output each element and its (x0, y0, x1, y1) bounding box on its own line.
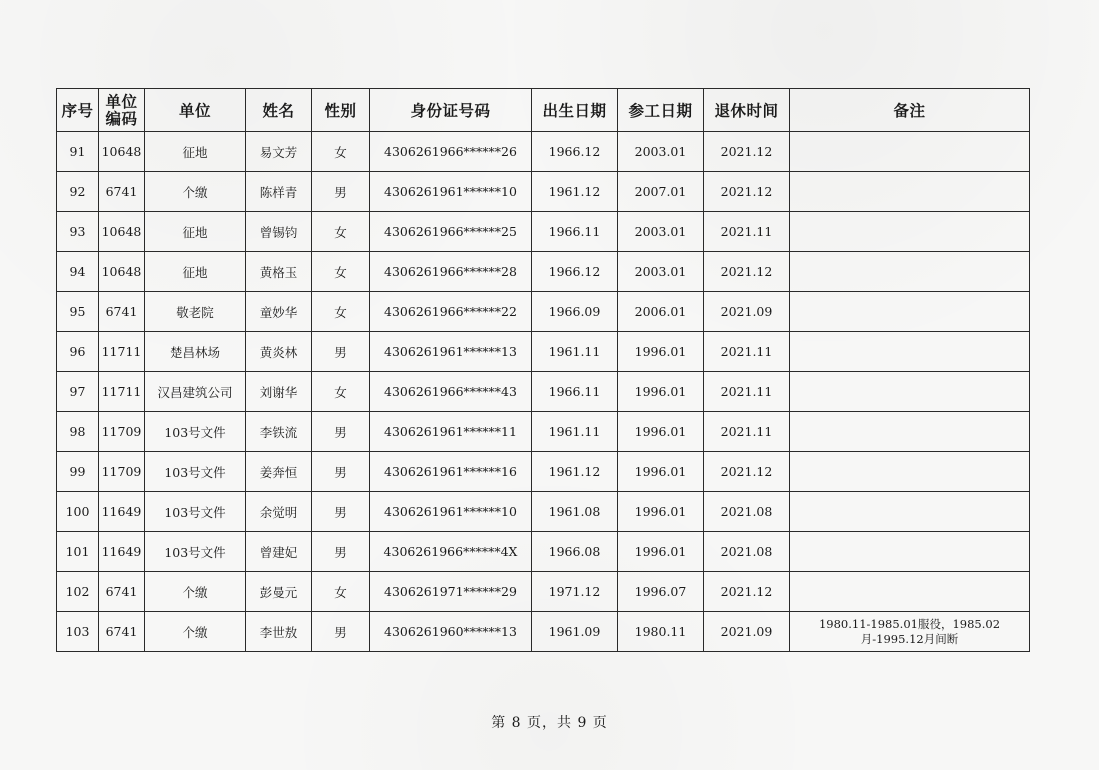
cell-unit: 103号文件 (145, 412, 246, 452)
cell-name: 童妙华 (246, 292, 312, 332)
cell-birth-date: 1961.08 (532, 492, 618, 532)
cell-retire-date: 2021.12 (704, 172, 790, 212)
cell-work-start-date: 2003.01 (618, 252, 704, 292)
table-row (57, 212, 1030, 252)
cell-unit: 103号文件 (145, 532, 246, 572)
cell-seq: 96 (57, 332, 99, 372)
cell-name: 黄炎林 (246, 332, 312, 372)
cell-unit-code: 11649 (99, 532, 145, 572)
cell-gender: 男 (312, 332, 370, 372)
table-row (57, 172, 1030, 212)
cell-name: 黄格玉 (246, 252, 312, 292)
table-row (57, 492, 1030, 532)
cell-retire-date: 2021.11 (704, 412, 790, 452)
header-retire-date: 退休时间 (704, 89, 790, 132)
table-row (57, 452, 1030, 492)
cell-gender: 女 (312, 252, 370, 292)
cell-birth-date: 1966.11 (532, 372, 618, 412)
cell-unit-code: 6741 (99, 572, 145, 612)
cell-name: 李世敖 (246, 612, 312, 652)
cell-unit: 敬老院 (145, 292, 246, 332)
table-body (57, 132, 1030, 652)
cell-name: 余觉明 (246, 492, 312, 532)
cell-seq: 100 (57, 492, 99, 532)
cell-remark (790, 492, 1030, 532)
cell-name: 李铁流 (246, 412, 312, 452)
cell-gender: 女 (312, 132, 370, 172)
cell-seq: 102 (57, 572, 99, 612)
cell-retire-date: 2021.08 (704, 492, 790, 532)
table-header-row (57, 89, 1030, 132)
cell-seq: 98 (57, 412, 99, 452)
cell-gender: 男 (312, 492, 370, 532)
cell-name: 陈样青 (246, 172, 312, 212)
cell-birth-date: 1966.08 (532, 532, 618, 572)
table-row (57, 332, 1030, 372)
cell-remark (790, 532, 1030, 572)
cell-birth-date: 1966.12 (532, 132, 618, 172)
cell-unit-code: 10648 (99, 212, 145, 252)
cell-unit: 个缴 (145, 172, 246, 212)
cell-birth-date: 1966.12 (532, 252, 618, 292)
header-work-start-date: 参工日期 (618, 89, 704, 132)
cell-id-number: 4306261966******43 (370, 372, 532, 412)
cell-work-start-date: 2003.01 (618, 132, 704, 172)
cell-work-start-date: 1996.01 (618, 452, 704, 492)
cell-retire-date: 2021.09 (704, 292, 790, 332)
cell-remark (790, 372, 1030, 412)
cell-retire-date: 2021.11 (704, 372, 790, 412)
cell-seq: 103 (57, 612, 99, 652)
header-unit-code: 单位编码 (99, 89, 145, 132)
cell-remark (790, 572, 1030, 612)
cell-work-start-date: 1996.01 (618, 532, 704, 572)
cell-unit: 汉昌建筑公司 (145, 372, 246, 412)
cell-gender: 男 (312, 612, 370, 652)
cell-retire-date: 2021.11 (704, 332, 790, 372)
cell-name: 姜奔恒 (246, 452, 312, 492)
cell-remark (790, 172, 1030, 212)
cell-name: 彭曼元 (246, 572, 312, 612)
cell-unit: 征地 (145, 252, 246, 292)
cell-seq: 94 (57, 252, 99, 292)
cell-unit-code: 11711 (99, 372, 145, 412)
cell-id-number: 4306261966******28 (370, 252, 532, 292)
page-number-footer: 第 8 页，共 9 页 (491, 715, 608, 731)
header-name: 姓名 (246, 89, 312, 132)
cell-retire-date: 2021.08 (704, 532, 790, 572)
cell-remark (790, 252, 1030, 292)
cell-work-start-date: 1996.01 (618, 492, 704, 532)
cell-unit-code: 11649 (99, 492, 145, 532)
cell-work-start-date: 1996.01 (618, 332, 704, 372)
cell-unit-code: 10648 (99, 132, 145, 172)
cell-remark (790, 412, 1030, 452)
cell-unit: 个缴 (145, 572, 246, 612)
cell-birth-date: 1961.11 (532, 412, 618, 452)
cell-birth-date: 1961.12 (532, 452, 618, 492)
cell-unit-code: 11711 (99, 332, 145, 372)
cell-retire-date: 2021.12 (704, 452, 790, 492)
cell-work-start-date: 2006.01 (618, 292, 704, 332)
cell-id-number: 4306261961******10 (370, 172, 532, 212)
cell-unit-code: 6741 (99, 292, 145, 332)
cell-birth-date: 1966.09 (532, 292, 618, 332)
cell-gender: 男 (312, 452, 370, 492)
cell-birth-date: 1961.11 (532, 332, 618, 372)
cell-birth-date: 1971.12 (532, 572, 618, 612)
cell-name: 易文芳 (246, 132, 312, 172)
cell-name: 曾锡钧 (246, 212, 312, 252)
cell-work-start-date: 1996.07 (618, 572, 704, 612)
cell-seq: 93 (57, 212, 99, 252)
cell-unit: 征地 (145, 212, 246, 252)
cell-gender: 男 (312, 532, 370, 572)
cell-remark (790, 332, 1030, 372)
cell-work-start-date: 1996.01 (618, 412, 704, 452)
cell-remark (790, 452, 1030, 492)
cell-id-number: 4306261961******13 (370, 332, 532, 372)
table-row (57, 612, 1030, 652)
table-row (57, 292, 1030, 332)
header-remark: 备注 (790, 89, 1030, 132)
table-row (57, 372, 1030, 412)
cell-id-number: 4306261961******16 (370, 452, 532, 492)
cell-remark (790, 212, 1030, 252)
table-row (57, 572, 1030, 612)
cell-seq: 92 (57, 172, 99, 212)
cell-gender: 男 (312, 172, 370, 212)
cell-gender: 女 (312, 572, 370, 612)
cell-id-number: 4306261960******13 (370, 612, 532, 652)
cell-work-start-date: 1996.01 (618, 372, 704, 412)
table-row (57, 532, 1030, 572)
cell-seq: 99 (57, 452, 99, 492)
cell-unit: 楚昌林场 (145, 332, 246, 372)
cell-remark (790, 292, 1030, 332)
cell-remark (790, 132, 1030, 172)
header-unit: 单位 (145, 89, 246, 132)
cell-work-start-date: 2003.01 (618, 212, 704, 252)
cell-remark: 1980.11-1985.01服役，1985.02月-1995.12月间断 (790, 612, 1030, 652)
cell-id-number: 4306261966******25 (370, 212, 532, 252)
cell-gender: 女 (312, 212, 370, 252)
cell-name: 曾建妃 (246, 532, 312, 572)
cell-unit-code: 10648 (99, 252, 145, 292)
cell-unit-code: 6741 (99, 172, 145, 212)
cell-birth-date: 1966.11 (532, 212, 618, 252)
cell-retire-date: 2021.12 (704, 132, 790, 172)
cell-birth-date: 1961.09 (532, 612, 618, 652)
cell-unit-code: 11709 (99, 452, 145, 492)
cell-id-number: 4306261961******10 (370, 492, 532, 532)
cell-unit: 个缴 (145, 612, 246, 652)
cell-birth-date: 1961.12 (532, 172, 618, 212)
cell-unit-code: 6741 (99, 612, 145, 652)
cell-gender: 男 (312, 412, 370, 452)
header-birth-date: 出生日期 (532, 89, 618, 132)
header-seq: 序号 (57, 89, 99, 132)
table-row (57, 412, 1030, 452)
cell-gender: 女 (312, 292, 370, 332)
cell-seq: 101 (57, 532, 99, 572)
table-row (57, 132, 1030, 172)
cell-id-number: 4306261961******11 (370, 412, 532, 452)
cell-id-number: 4306261966******26 (370, 132, 532, 172)
cell-gender: 女 (312, 372, 370, 412)
cell-retire-date: 2021.11 (704, 212, 790, 252)
cell-unit-code: 11709 (99, 412, 145, 452)
retiree-roster-table (56, 88, 1030, 652)
cell-work-start-date: 1980.11 (618, 612, 704, 652)
cell-seq: 95 (57, 292, 99, 332)
header-gender: 性别 (312, 89, 370, 132)
cell-retire-date: 2021.12 (704, 572, 790, 612)
cell-unit: 103号文件 (145, 452, 246, 492)
cell-retire-date: 2021.09 (704, 612, 790, 652)
cell-id-number: 4306261971******29 (370, 572, 532, 612)
cell-unit: 103号文件 (145, 492, 246, 532)
cell-id-number: 4306261966******22 (370, 292, 532, 332)
cell-name: 刘谢华 (246, 372, 312, 412)
cell-work-start-date: 2007.01 (618, 172, 704, 212)
table-row (57, 252, 1030, 292)
cell-seq: 97 (57, 372, 99, 412)
cell-retire-date: 2021.12 (704, 252, 790, 292)
cell-id-number: 4306261966******4X (370, 532, 532, 572)
cell-unit: 征地 (145, 132, 246, 172)
header-id-number: 身份证号码 (370, 89, 532, 132)
cell-seq: 91 (57, 132, 99, 172)
